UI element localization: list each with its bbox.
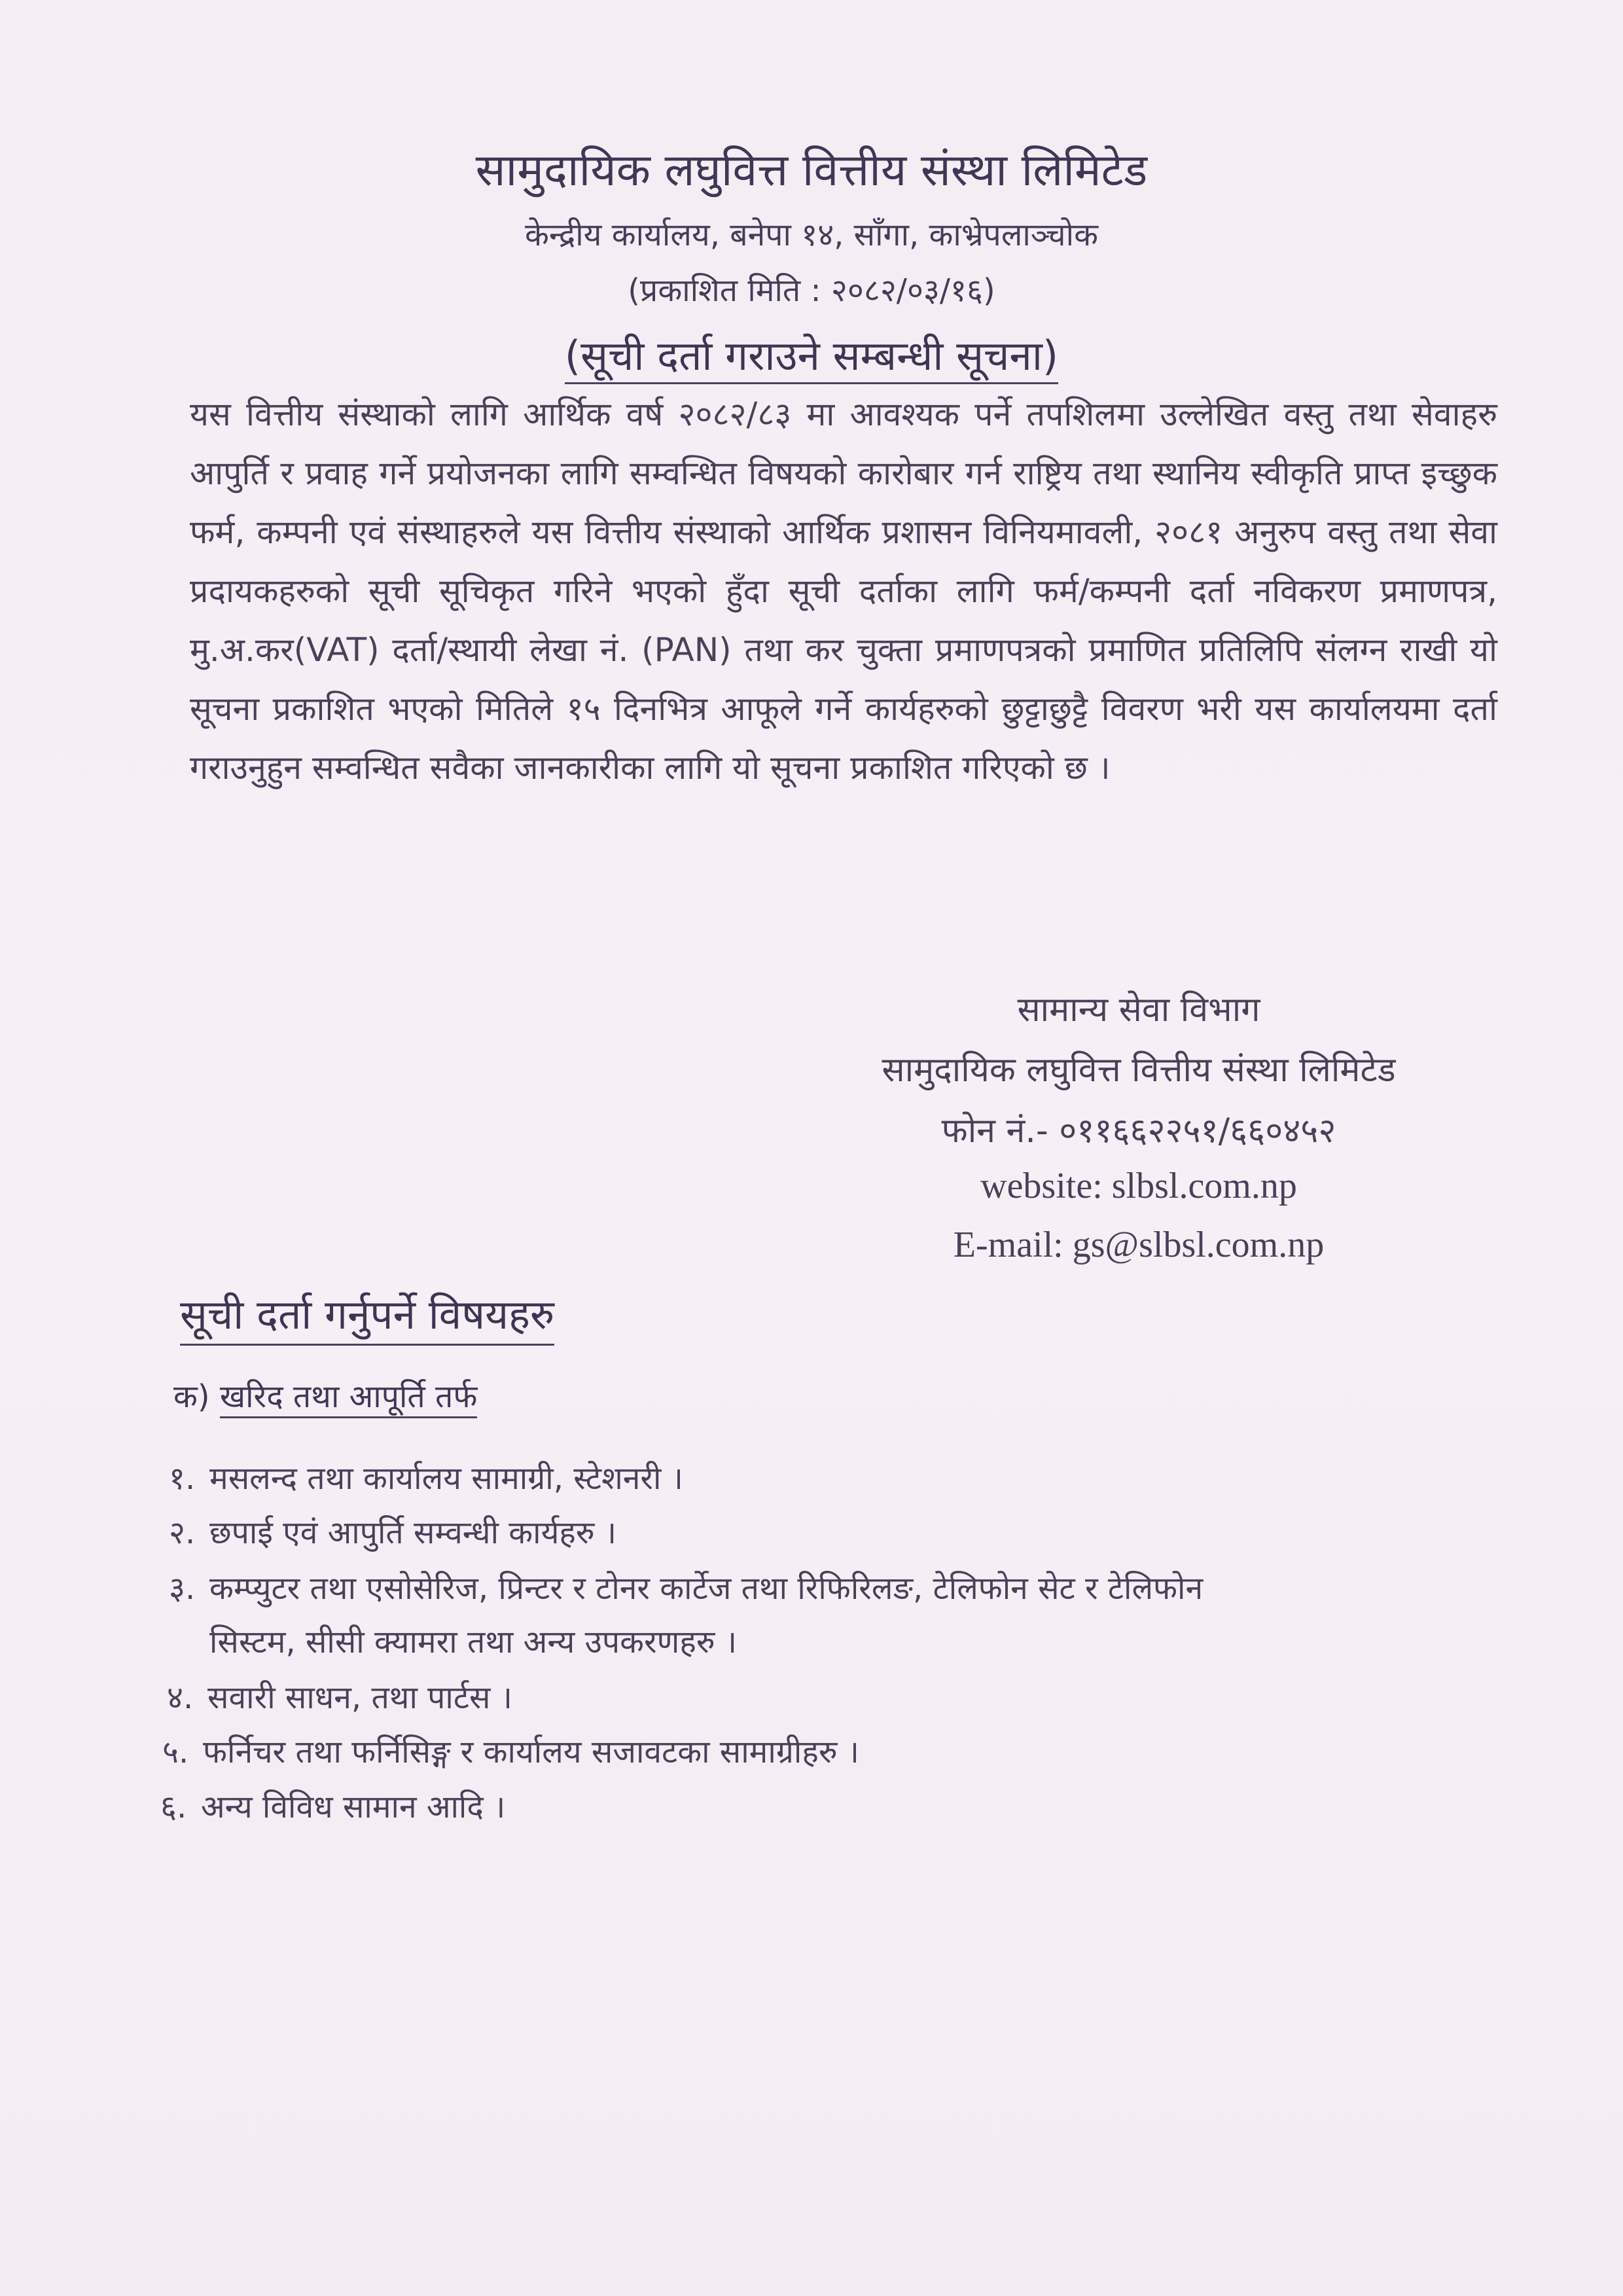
list-item-text: फर्निचर तथा फर्निसिङ्ग र कार्यालय सजावटका सामाग्रीहरु । — [203, 1734, 859, 1770]
notice-title: (सूची दर्ता गराउने सम्बन्धी सूचना) — [565, 332, 1058, 384]
list-item — [167, 1676, 512, 1718]
list-item — [169, 1511, 616, 1553]
section-a-prefix: क) — [173, 1378, 210, 1415]
office-address: केन्द्रीय कार्यालय, बनेपा १४, साँगा, काभ्रेपलाञ्चोक — [525, 217, 1098, 253]
signature-department: सामान्य सेवा विभाग — [1017, 990, 1260, 1030]
list-item-text: सिस्टम, सीसी क्यामरा तथा अन्य उपकरणहरु । — [209, 1624, 738, 1660]
list-item — [162, 1730, 859, 1772]
list-item-number: १. — [169, 1460, 196, 1497]
signature-phone: फोन नं.- ०११६६२२५१/६६०४५२ — [941, 1111, 1336, 1151]
signature-org-name: सामुदायिक लघुवित्त वित्तीय संस्था लिमिटेड — [882, 1050, 1396, 1090]
section-a-title — [173, 1374, 477, 1417]
signature-email: E-mail: gs@slbsl.com.np — [953, 1225, 1325, 1265]
list-item-number: ५. — [162, 1734, 189, 1770]
list-item — [169, 1456, 683, 1499]
signature-website: website: slbsl.com.np — [980, 1166, 1297, 1206]
list-item-number: २. — [169, 1515, 196, 1551]
list-item-number: ३. — [169, 1570, 196, 1607]
notice-title-wrap — [0, 327, 1623, 382]
list-item — [160, 1785, 505, 1827]
list-item-text: मसलन्द तथा कार्यालय सामाग्री, स्टेशनरी । — [209, 1460, 683, 1497]
list-item-continuation — [209, 1620, 737, 1662]
published-date: (प्रकाशित मिति : २०८२/०३/१६) — [628, 272, 995, 309]
section-a-label: खरिद तथा आपूर्ति तर्फ — [220, 1378, 478, 1418]
list-item-text: कम्प्युटर तथा एसोसेरिज, प्रिन्टर र टोनर कार्टेज तथा रिफिरिलङ, टेलिफोन सेट र टेलिफोन — [209, 1570, 1204, 1607]
list-item-text: छपाई एवं आपुर्ति सम्वन्धी कार्यहरु । — [209, 1515, 617, 1551]
list-item-number: ४. — [167, 1679, 194, 1716]
list-item-text: अन्य विविध सामान आदि । — [201, 1789, 506, 1825]
list-item — [169, 1566, 1203, 1609]
list-item-text: सवारी साधन, तथा पार्टस । — [207, 1679, 512, 1716]
notice-body: यस वित्तीय संस्थाको लागि आर्थिक वर्ष २०८२/८३ मा आवश्यक पर्ने तपशिलमा उल्लेखित वस्तु तथा सेवाहरु आपुर्ति र प्रवाह गर्ने प्रयोजनका लागि सम्वन्धित विषयको कारोबार गर्न राष्ट्रिय तथा स्थानिय स्वीकृति प्राप्त इच्छुक फर्म, कम्पनी एवं संस्थाहरुले यस वित्तीय संस्थाको आर्थिक प्रशासन विनियमावली, २०८१ अनुरुप वस्तु तथा सेवा प्रदायकहरुको सूची सूचिकृत गरिने भएको हुँदा सूची दर्ताका लागि फर्म/कम्पनी दर्ता नविकरण प्रमाणपत्र, मु.अ.कर(VAT) दर्ता/स्थायी लेखा नं. (PAN) तथा कर चुक्ता प्रमाणपत्रको प्रमाणित प्रतिलिपि संलग्न राखी यो सूचना प्रकाशित भएको मितिले १५ दिनभित्र आफूले गर्ने कार्यहरुको छुट्टाछुट्टै विवरण भरी यस कार्यालयमा दर्ता गराउनुहुन सम्वन्धित सवैका जानकारीका लागि यो सूचना प्रकाशित गरिएको छ । — [190, 395, 1497, 787]
org-title: सामुदायिक लघुवित्त वित्तीय संस्था लिमिटेड — [475, 145, 1148, 196]
subjects-heading: सूची दर्ता गर्नुपर्ने विषयहरु — [180, 1286, 554, 1346]
list-item-number: ६. — [160, 1789, 187, 1825]
